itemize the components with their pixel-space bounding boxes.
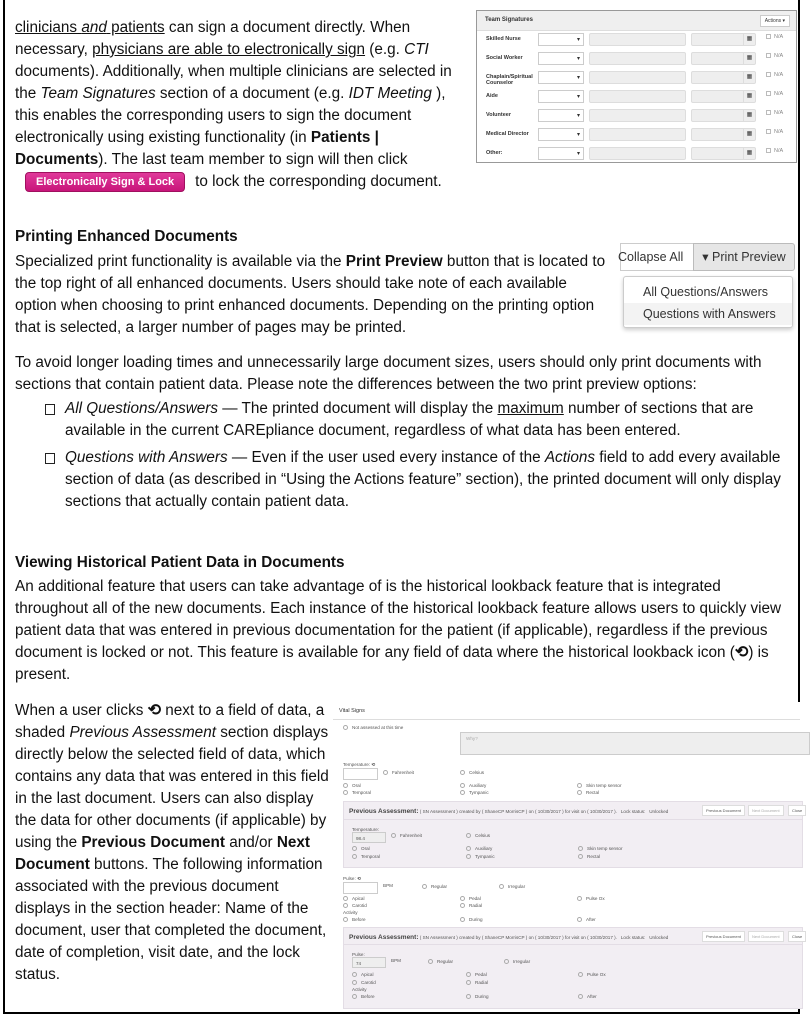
- close-button[interactable]: Close: [788, 931, 806, 942]
- printing-paragraph: [15, 251, 607, 339]
- text-segment: Next Document: [15, 834, 311, 873]
- pulse-previous-value: 74: [352, 957, 386, 968]
- temperature-label: Temperature:: [352, 827, 380, 832]
- team-signatures-panel: [476, 10, 797, 163]
- na-checkbox[interactable]: N/A: [766, 129, 783, 135]
- vital-signs-title: Vital Signs: [339, 708, 365, 714]
- tympanic-radio: Tympanic: [466, 854, 495, 859]
- text-segment: An additional feature that users can take advantage of is the historical lookback feature that is integrated throughout all of the new documents. Each instance of the historical lookback feature allows users to quickly view patient data that was entered in previous documentation for the patient (if applicable), regardless if the previous document is locked or not. This feature is available for any field of data where the historical lookback icon (: [15, 578, 782, 661]
- bullet-questions-with-answers: [45, 447, 785, 513]
- menu-item-questions-with-answers[interactable]: Questions with Answers: [624, 303, 792, 325]
- fahrenheit-radio: Fahrenheit: [391, 833, 422, 838]
- calendar-icon[interactable]: ▦: [743, 91, 755, 102]
- temperature-previous-value: 98.4: [352, 832, 386, 843]
- radial-radio: Radial: [466, 980, 488, 985]
- role-label: Social Worker: [486, 55, 523, 61]
- bpm-label: BPM: [383, 883, 393, 888]
- during-radio: During: [466, 994, 489, 999]
- text-segment: can sign a document directly. When necessary,: [15, 19, 411, 58]
- previous-assessment-temperature: [343, 801, 803, 868]
- text-segment: maximum: [497, 400, 564, 417]
- text-segment: Previous Assessment: [69, 724, 216, 741]
- apical-radio[interactable]: Apical: [343, 896, 365, 901]
- not-assessed-radio[interactable]: Not assessed at this time: [343, 725, 403, 730]
- previous-document-button[interactable]: Previous Document: [702, 931, 745, 942]
- text-segment: Patients | Documents: [15, 129, 379, 168]
- apical-radio: Apical: [352, 972, 374, 977]
- p1-text: [15, 19, 452, 168]
- signature-input[interactable]: [589, 109, 686, 122]
- temporal-radio: Temporal: [352, 854, 380, 859]
- bpm-label: BPM: [391, 958, 401, 963]
- p1-end: to lock the corresponding document.: [195, 173, 442, 190]
- signature-input[interactable]: [589, 128, 686, 141]
- calendar-icon[interactable]: ▦: [743, 34, 755, 45]
- date-input[interactable]: [691, 71, 756, 84]
- date-input[interactable]: [691, 33, 756, 46]
- regular-radio: Regular: [428, 959, 453, 964]
- print-preview-menu: [623, 276, 793, 328]
- celsius-radio: Celsius: [466, 833, 490, 838]
- rectal-radio: Rectal: [578, 854, 600, 859]
- team-signature-row: [477, 71, 796, 85]
- text-segment: — Even if the user used every instance of the: [227, 449, 545, 466]
- text-segment: Actions: [544, 449, 596, 466]
- text-segment: Print Preview: [345, 253, 443, 270]
- temperature-input[interactable]: [343, 768, 378, 780]
- print-preview-widget: [620, 243, 796, 333]
- after-radio[interactable]: After: [577, 917, 596, 922]
- date-input[interactable]: [691, 128, 756, 141]
- heading-printing: Printing Enhanced Documents: [15, 228, 238, 245]
- history-icon[interactable]: ⟲: [357, 876, 361, 881]
- na-checkbox[interactable]: N/A: [766, 53, 783, 59]
- heading-historical: Viewing Historical Patient Data in Documents: [15, 554, 345, 571]
- clinician-select[interactable]: [538, 33, 584, 46]
- role-label: Medical Director: [486, 131, 529, 137]
- historical-paragraph: [15, 576, 797, 686]
- text-segment: IDT Meeting: [348, 85, 432, 102]
- role-label: Other:: [486, 150, 503, 156]
- auxiliary-radio: Auxiliary: [466, 846, 492, 851]
- carotid-radio[interactable]: Carotid: [343, 903, 367, 908]
- date-input[interactable]: [691, 90, 756, 103]
- clinician-select[interactable]: [538, 147, 584, 160]
- pulse-label: Pulse:: [352, 952, 365, 957]
- signature-input[interactable]: [589, 71, 686, 84]
- text-segment: Specialized print functionality is available via the: [15, 253, 346, 270]
- text-segment: ), this enables the corresponding users to sign the document electronically using existing functionality (in: [15, 85, 446, 146]
- history-icon: ⟲: [147, 702, 162, 719]
- skin-temp-radio[interactable]: Skin temp sensor: [577, 783, 622, 788]
- temperature-label: Temperature: ⟲: [343, 762, 376, 767]
- team-signatures-title: Team Signatures: [485, 17, 533, 23]
- team-signature-row: [477, 109, 796, 123]
- text-segment: documents). Additionally, when multiple clinicians are selected in the: [15, 63, 452, 102]
- team-signature-row: [477, 147, 796, 161]
- clinician-select[interactable]: [538, 109, 584, 122]
- text-segment: ). The last team member to sign will then click: [98, 151, 408, 168]
- bullet-all-questions: [45, 398, 785, 442]
- date-input[interactable]: [691, 109, 756, 122]
- previous-assessment-header: Previous Assessment: ( SN Assessment ) created by ( ShaneCP MorrisCP ) on ( 10/30/2017 ) for visit on ( 10/30/2017 ). Lock status: Unlocked: [349, 808, 669, 815]
- irregular-radio: Irregular: [504, 959, 530, 964]
- electronically-sign-lock-button[interactable]: Electronically Sign & Lock: [25, 172, 185, 192]
- team-signature-row: [477, 52, 796, 66]
- signature-input[interactable]: [589, 147, 686, 160]
- text-segment: ) is present.: [15, 644, 769, 683]
- history-icon[interactable]: ⟲: [371, 762, 376, 767]
- text-segment: button that is located to the top right of all enhanced documents. Users should take note of each available option when choosing to print enhanced documents. Depending on the printing option that is selected, a larger number of pages may be printed.: [15, 253, 606, 336]
- actions-button[interactable]: Actions ▾: [760, 15, 790, 27]
- text-segment: Team Signatures: [40, 85, 156, 102]
- clinician-select[interactable]: [538, 90, 584, 103]
- signature-input[interactable]: [589, 33, 686, 46]
- after-radio: After: [578, 994, 597, 999]
- text-segment: clinicians: [15, 19, 82, 36]
- close-button[interactable]: Close: [788, 805, 806, 816]
- pulse-label: Pulse: ⟲: [343, 876, 361, 881]
- bullet-box-icon: [45, 453, 55, 464]
- regular-radio[interactable]: Regular: [422, 884, 447, 889]
- auxiliary-radio[interactable]: Auxiliary: [460, 783, 486, 788]
- clinician-select[interactable]: [538, 52, 584, 65]
- team-signature-row: [477, 128, 796, 142]
- fahrenheit-radio[interactable]: Fahrenheit: [383, 770, 414, 775]
- team-signature-row: [477, 33, 796, 47]
- menu-item-all-questions[interactable]: All Questions/Answers: [643, 285, 769, 299]
- previous-assessment-paragraph: [15, 700, 331, 986]
- role-label: Skilled Nurse: [486, 36, 521, 42]
- team-signature-row: [477, 90, 796, 104]
- bullet-text: [65, 398, 785, 442]
- rectal-radio[interactable]: Rectal: [577, 790, 599, 795]
- before-radio[interactable]: Before: [343, 917, 366, 922]
- radial-radio[interactable]: Radial: [460, 903, 482, 908]
- carotid-radio: Carotid: [352, 980, 376, 985]
- calendar-icon[interactable]: ▦: [743, 72, 755, 83]
- why-textarea[interactable]: Why?: [460, 732, 810, 755]
- text-segment: When a user clicks: [15, 702, 148, 719]
- pulse-input[interactable]: [343, 882, 378, 894]
- vital-signs-screenshot: [333, 702, 803, 1006]
- na-checkbox[interactable]: N/A: [766, 148, 783, 154]
- collapse-all-button[interactable]: Collapse All: [620, 243, 694, 271]
- pedal-radio[interactable]: Pedal: [460, 896, 481, 901]
- na-checkbox[interactable]: N/A: [766, 34, 783, 40]
- text-segment: To avoid longer loading times and unnecessarily large document sizes, users should only print documents with sections that contain patient data. Please note the differences between the two print preview options:: [15, 354, 762, 393]
- calendar-icon[interactable]: ▦: [743, 110, 755, 121]
- na-checkbox[interactable]: N/A: [766, 110, 783, 116]
- bullet-box-icon: [45, 404, 55, 415]
- before-radio: Before: [352, 994, 375, 999]
- previous-document-button[interactable]: Previous Document: [702, 805, 745, 816]
- text-segment: CTI: [404, 41, 429, 58]
- na-checkbox[interactable]: N/A: [766, 72, 783, 78]
- pedal-radio: Pedal: [466, 972, 487, 977]
- print-options-paragraph: [15, 352, 793, 396]
- text-segment: section of a document (e.g.: [155, 85, 349, 102]
- team-sign-paragraph: [15, 17, 467, 193]
- activity-label: Activity: [343, 910, 358, 915]
- text-segment: (e.g.: [365, 41, 405, 58]
- role-label: Volunteer: [486, 112, 511, 118]
- pulse-ox-radio[interactable]: Pulse Ox: [577, 896, 605, 901]
- text-segment: physicians are able to electronically sign: [92, 41, 366, 58]
- text-segment: next to a field of data, a shaded: [15, 702, 325, 741]
- calendar-icon[interactable]: ▦: [743, 53, 755, 64]
- clinician-select[interactable]: [538, 128, 584, 141]
- previous-assessment-header: Previous Assessment: ( SN Assessment ) created by ( ShaneCP MorrisCP ) on ( 10/30/2017 ) for visit on ( 10/30/2017 ). Lock status: Unlocked: [349, 934, 669, 941]
- text-segment: and/or: [225, 834, 277, 851]
- text-segment: — The printed document will display the: [218, 400, 498, 417]
- text-segment: All Questions/Answers: [65, 400, 219, 417]
- text-segment: field to add every available section of data (as described in “Using the Actions feature” section), the printed document will only display sections that actually contain patient data.: [65, 449, 781, 510]
- celsius-radio[interactable]: Celsius: [460, 770, 484, 775]
- text-segment: and: [81, 19, 107, 36]
- temporal-radio[interactable]: Temporal: [343, 790, 371, 795]
- activity-label: Activity: [352, 987, 367, 992]
- bullet-text: [65, 447, 785, 513]
- signature-input[interactable]: [589, 90, 686, 103]
- pulse-ox-radio: Pulse Ox: [578, 972, 606, 977]
- text-segment: patients: [106, 19, 165, 36]
- text-segment: Previous Document: [81, 834, 225, 851]
- next-document-button[interactable]: Next Document: [748, 931, 784, 942]
- oral-radio: Oral: [352, 846, 370, 851]
- date-input[interactable]: [691, 52, 756, 65]
- calendar-icon[interactable]: ▦: [743, 129, 755, 140]
- history-icon: ⟲: [734, 644, 749, 661]
- role-label: Chaplain/Spiritual Counselor: [486, 74, 533, 86]
- calendar-icon[interactable]: ▦: [743, 148, 755, 159]
- print-preview-button[interactable]: ▾ Print Preview: [693, 243, 795, 271]
- clinician-select[interactable]: [538, 71, 584, 84]
- oral-radio[interactable]: Oral: [343, 783, 361, 788]
- date-input[interactable]: [691, 147, 756, 160]
- skin-temp-radio: Skin temp sensor: [578, 846, 623, 851]
- text-segment: number of sections that are available in the current CAREpliance document, regardless of what data has been entered.: [65, 400, 754, 439]
- signature-input[interactable]: [589, 52, 686, 65]
- irregular-radio[interactable]: Irregular: [499, 884, 525, 889]
- na-checkbox[interactable]: N/A: [766, 91, 783, 97]
- previous-assessment-pulse: [343, 927, 803, 1009]
- next-document-button[interactable]: Next Document: [748, 805, 784, 816]
- during-radio[interactable]: During: [460, 917, 483, 922]
- text-segment: Questions with Answers: [65, 449, 228, 466]
- tympanic-radio[interactable]: Tympanic: [460, 790, 489, 795]
- text-segment: section displays directly below the selected field of data, which contains any data that was entered in this field in the last document. Users can also display the data for other documents (if applicable) by using the: [15, 724, 329, 851]
- text-segment: buttons. The following information associated with the previous document displays in the section header: Name of the document, user that completed the document, date of completion, visit date, and the lock status.: [15, 856, 327, 983]
- role-label: Aide: [486, 93, 498, 99]
